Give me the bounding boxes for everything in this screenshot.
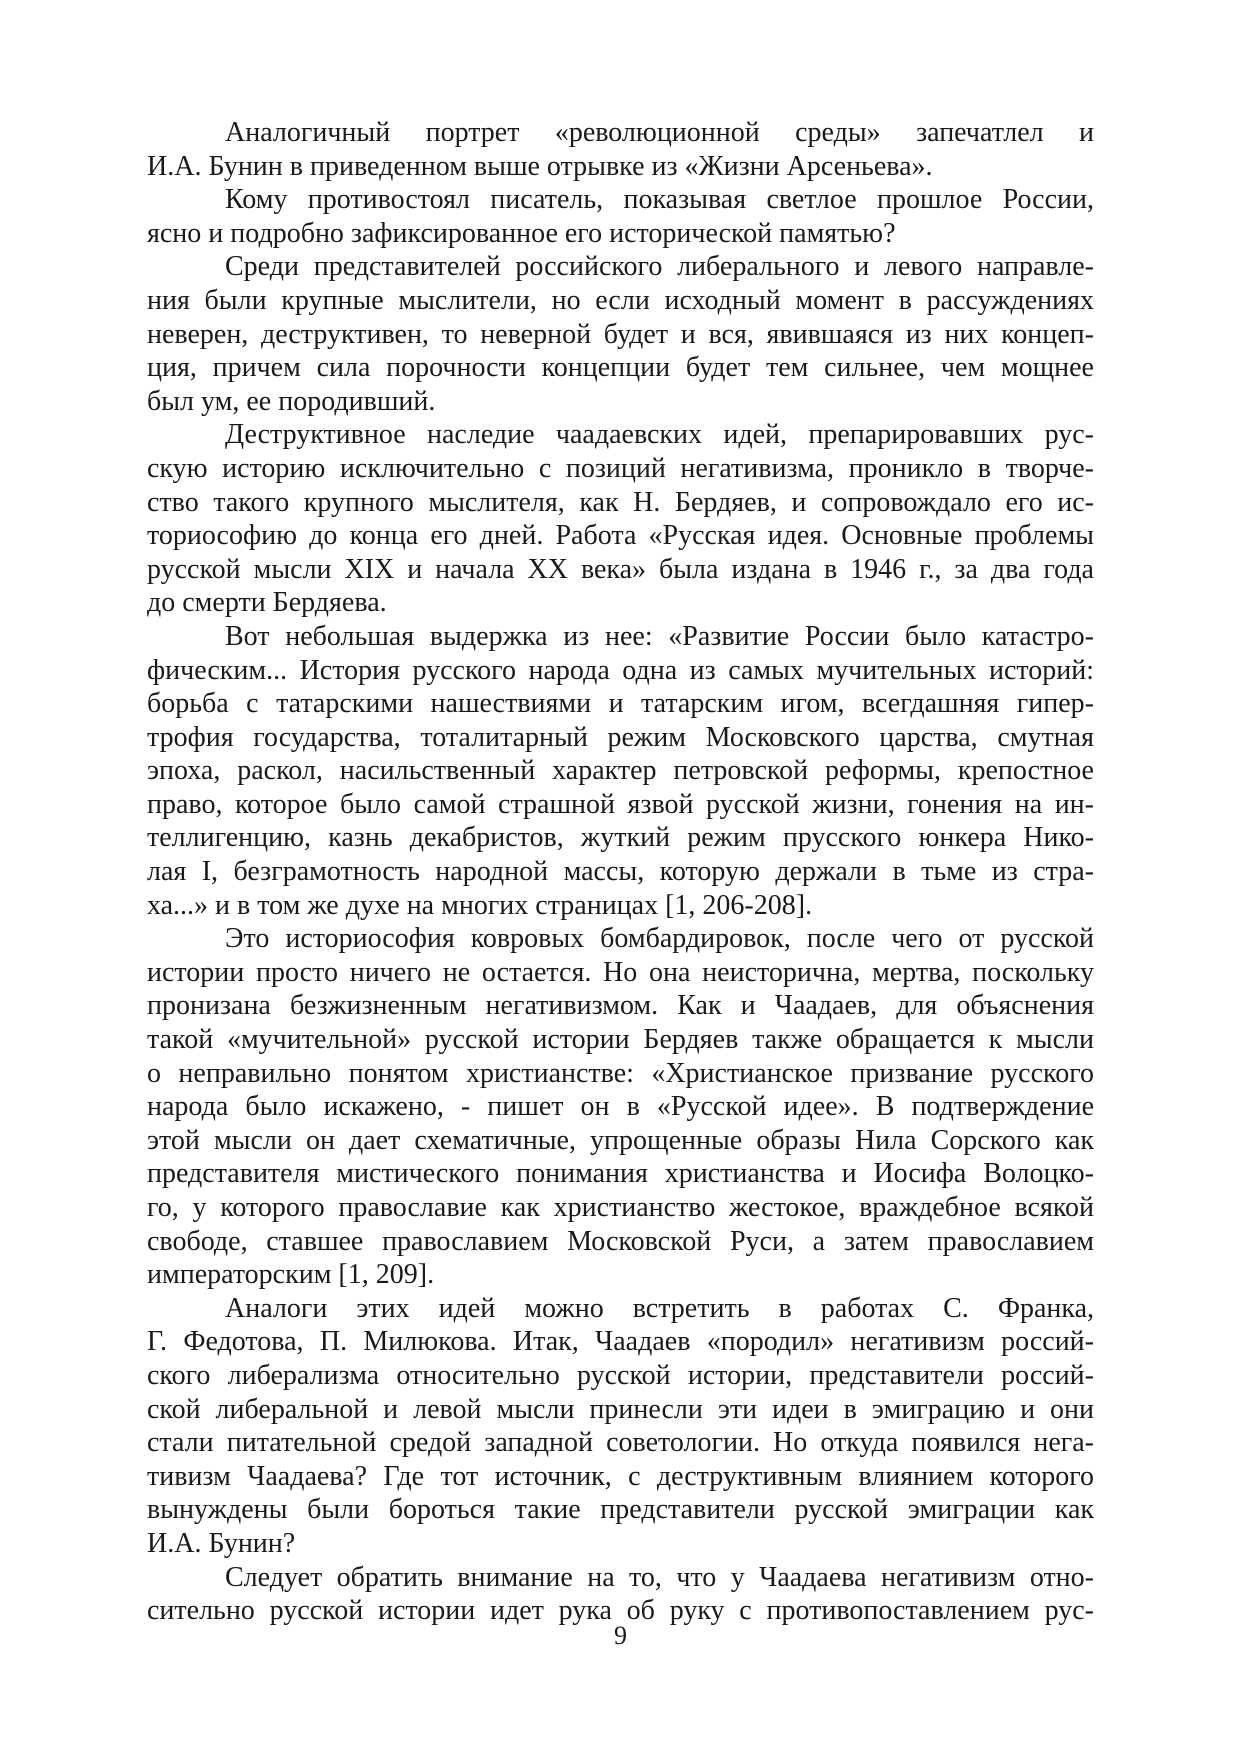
paragraph [147,922,1094,1292]
text-line: свободе, ставшее православием Московской Руси, а затем православием [147,1225,1094,1257]
page-number: 9 [614,1621,627,1650]
text-line: ство такого крупного мыслителя, как Н. Бердяев, и сопровождало его ис- [147,486,1094,518]
paragraph [147,183,1094,250]
text-line: И.А. Бунин? [147,1527,296,1559]
text-line: этой мысли он дает схематичные, упрощенные образы Нила Сорского как [147,1124,1094,1156]
text-line: Это историософия ковровых бомбардировок, после чего от русской [225,923,1094,955]
paragraph [147,1292,1094,1561]
text-line: стали питательной средой западной советологии. Но откуда появился нега- [147,1427,1094,1459]
text-line: эпоха, раскол, насильственный характер петровской реформы, крепостное [147,755,1094,787]
text-line: истории просто ничего не остается. Но она неисторична, мертва, поскольку [147,956,1094,988]
text-line: Деструктивное наследие чаадаевских идей, препарировавших рус- [225,419,1094,451]
text-line: трофия государства, тоталитарный режим Московского царства, смутная [147,721,1094,753]
text-line: теллигенцию, казнь декабристов, жуткий режим прусского юнкера Нико- [147,822,1094,854]
text-line: был ум, ее породивший. [147,385,436,417]
text-line: го, у которого православие как христианство жестокое, враждебное всякой [147,1192,1094,1223]
text-line: ской либеральной и левой мысли принесли эти идеи в эмиграцию и они [147,1393,1094,1425]
text-line: до смерти Бердяева. [147,587,387,619]
text-line: лая I, безграмотность народной массы, которую держали в тьме из стра- [147,856,1094,888]
text-line: Вот небольшая выдержка из нее: «Развитие России было катастро- [225,620,1094,652]
paragraph [147,250,1094,418]
text-line: ция, причем сила порочности концепции будет тем сильнее, чем мощнее [147,352,1094,384]
text-line: Аналогичный портрет «революционной среды» запечатлел и [225,117,1094,148]
paragraph [147,418,1094,620]
text-line: право, которое было самой страшной язвой русской жизни, гонения на ин- [147,788,1094,820]
text-line: Аналоги этих идей можно встретить в работах С. Франка, [225,1292,1094,1324]
text-line: фическим... История русского народа одна из самых мучительных историй: [147,654,1094,686]
text-line: ха...» и в том же духе на многих страницах [1, 206-208]. [147,889,813,921]
paragraph [147,116,1094,183]
text-line: народа было искажено, - пишет он в «Русской идее». В подтверждение [147,1091,1094,1123]
text-line: представителя мистического понимания христианства и Иосифа Волоцко- [147,1158,1094,1190]
text-line: русской мысли XIX и начала XX века» была издана в 1946 г., за два года [147,553,1094,585]
text-line: ского либерализма относительно русской истории, представители россий- [147,1359,1094,1391]
text-line: пронизана безжизненным негативизмом. Как и Чаадаев, для объяснения [147,990,1094,1022]
text-line: тивизм Чаадаева? Где тот источник, с деструктивным влиянием которого [147,1460,1094,1492]
body-text [147,116,1094,1628]
text-line: императорским [1, 209]. [147,1259,435,1291]
paragraph [147,620,1094,922]
paragraph [147,1561,1094,1628]
text-line: Среди представителей российского либерального и левого направле- [225,251,1094,283]
text-line: ториософию до конца его дней. Работа «Русская идея. Основные проблемы [147,520,1094,552]
text-line: Следует обратить внимание на то, что у Чаадаева негативизм отно- [225,1561,1094,1593]
text-line: о неправильно понятом христианстве: «Христианское призвание русского [147,1057,1094,1089]
text-line: ясно и подробно зафиксированное его исторической памятью? [147,217,896,249]
text-line: скую историю исключительно с позиций негативизма, проникло в творче- [147,452,1094,484]
text-line: Г. Федотова, П. Милюкова. Итак, Чаадаев «породил» негативизм россий- [147,1326,1094,1358]
text-line: ния были крупные мыслители, но если исходный момент в рассуждениях [147,284,1094,316]
text-line: неверен, деструктивен, то неверной будет и вся, явившаяся из них концеп- [147,318,1094,350]
text-line: такой «мучительной» русской истории Бердяев также обращается к мысли [147,1024,1094,1056]
text-line: И.А. Бунин в приведенном выше отрывке из «Жизни Арсеньева». [147,150,933,182]
text-line: Кому противостоял писатель, показывая светлое прошлое России, [225,184,1094,216]
text-line: вынуждены были бороться такие представители русской эмиграции как [147,1494,1094,1526]
text-line: борьба с татарскими нашествиями и татарским игом, всегдашняя гипер- [147,688,1094,720]
text-line: сительно русской истории идет рука об руку с противопоставлением рус- [147,1595,1094,1627]
